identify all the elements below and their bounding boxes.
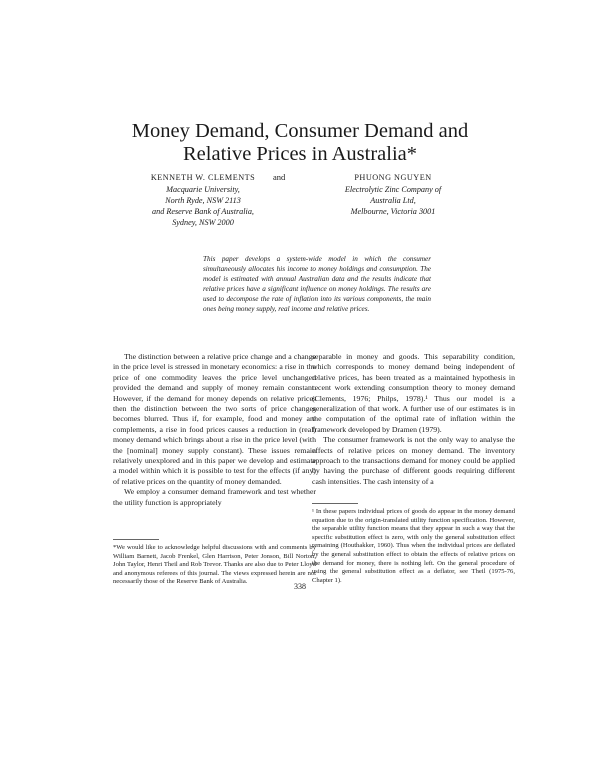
author-affiliation-line: Melbourne, Victoria 3001	[350, 207, 436, 216]
author-affiliation-line: Australia Ltd,	[370, 196, 416, 205]
abstract: This paper develops a system-wide model in which the consumer simultaneously allocates his income to money holdings and consumption. The model is estimated with annual Australian data and the results indicate that relative prices have a significant influence on money holdings. The results are used to decompose the rate of inflation into its various components, the main ones being money supply, real income and relative prices.	[203, 255, 431, 313]
body-paragraph: The distinction between a relative price change and a change in the price level is stressed in monetary economics: a rise in the price of one commodity leaves the price level unchanged provided the demand and supply of money remain constant. However, if the demand for money depends on relative prices then the distinction between the two sorts of price changes becomes blurred. Thus if, for example, food and money are complements, a rise in food prices causes a reduction in (real) money demand which brings about a rise in the price level (with the [nominal] money supply constant). These issues remain relatively unexplored and in this paper we develop and estimate a model within which it is possible to test for the effects (if any) of relative prices on the quantity of money demanded.	[113, 352, 316, 486]
paper-title-line-1: Money Demand, Consumer Demand and	[131, 119, 469, 142]
footnote-1: ¹ In these papers individual prices of goods do appear in the money demand equation due to the origin-translated utility function specification. However, the separable utility function means that they appear in such a way that the specific substitution effect is zero, with only the general substitution effect remaining (Houthakker, 1960). Thus when the individual prices are deflated by the general substitution effect to obtain the effects of relative prices on the demand for money, there is nothing left. On the general procedure of using the general substitution effect as a deflator, see Theil (1975-76, Chapter 1).	[312, 508, 515, 584]
author-affiliation-line: Electrolytic Zinc Company of	[344, 185, 442, 194]
author-affiliation-line: and Reserve Bank of Australia,	[152, 207, 254, 216]
paper-title-line-2: Relative Prices in Australia*	[183, 142, 417, 165]
author-affiliation-line: Sydney, NSW 2000	[172, 218, 234, 227]
body-column-left	[113, 352, 316, 508]
footnote-divider	[113, 539, 159, 540]
author-nguyen	[325, 172, 461, 217]
body-column-right	[312, 352, 515, 487]
footnote-acknowledgement: *We would like to acknowledge helpful discussions with and comments by William Barnett, Jacob Frenkel, Glen Harrison, Peter Jonson, Bill Norton, John Taylor, Henri Theil and Rob Trevor. Thanks are also due to Peter Lloyd and anonymous referees of this journal. The views expressed herein are not necessarily those of the Reserve Bank of Australia.	[113, 544, 316, 586]
author-affiliation-line: North Ryde, NSW 2113	[165, 196, 241, 205]
body-paragraph: The consumer framework is not the only way to analyse the effects of relative prices on money demand. The inventory approach to the transactions demand for money could be applied by having the purchase of different goods requiring different cash intensities. The cash intensity of a	[312, 435, 515, 486]
body-paragraph: We employ a consumer demand framework and test whether the utility function is appropriately	[113, 487, 316, 507]
author-conjunction: and	[273, 172, 286, 182]
author-clements	[135, 172, 271, 228]
page-number: 338	[294, 582, 306, 591]
footnote-divider	[312, 503, 358, 504]
author-name: PHUONG NGUYEN	[354, 173, 432, 182]
author-name: KENNETH W. CLEMENTS	[150, 173, 256, 182]
author-affiliation-line: Macquarie University,	[166, 185, 240, 194]
body-paragraph: separable in money and goods. This separability condition, which corresponds to money demand being independent of relative prices, has been treated as a maintained hypothesis in recent work extending consumption theory to money demand (Clements, 1976; Philps, 1978).¹ Thus our model is a generalization of that work. A further use of our estimates is in the computation of the optimal rate of inflation within the framework developed by Dramen (1979).	[312, 352, 515, 434]
